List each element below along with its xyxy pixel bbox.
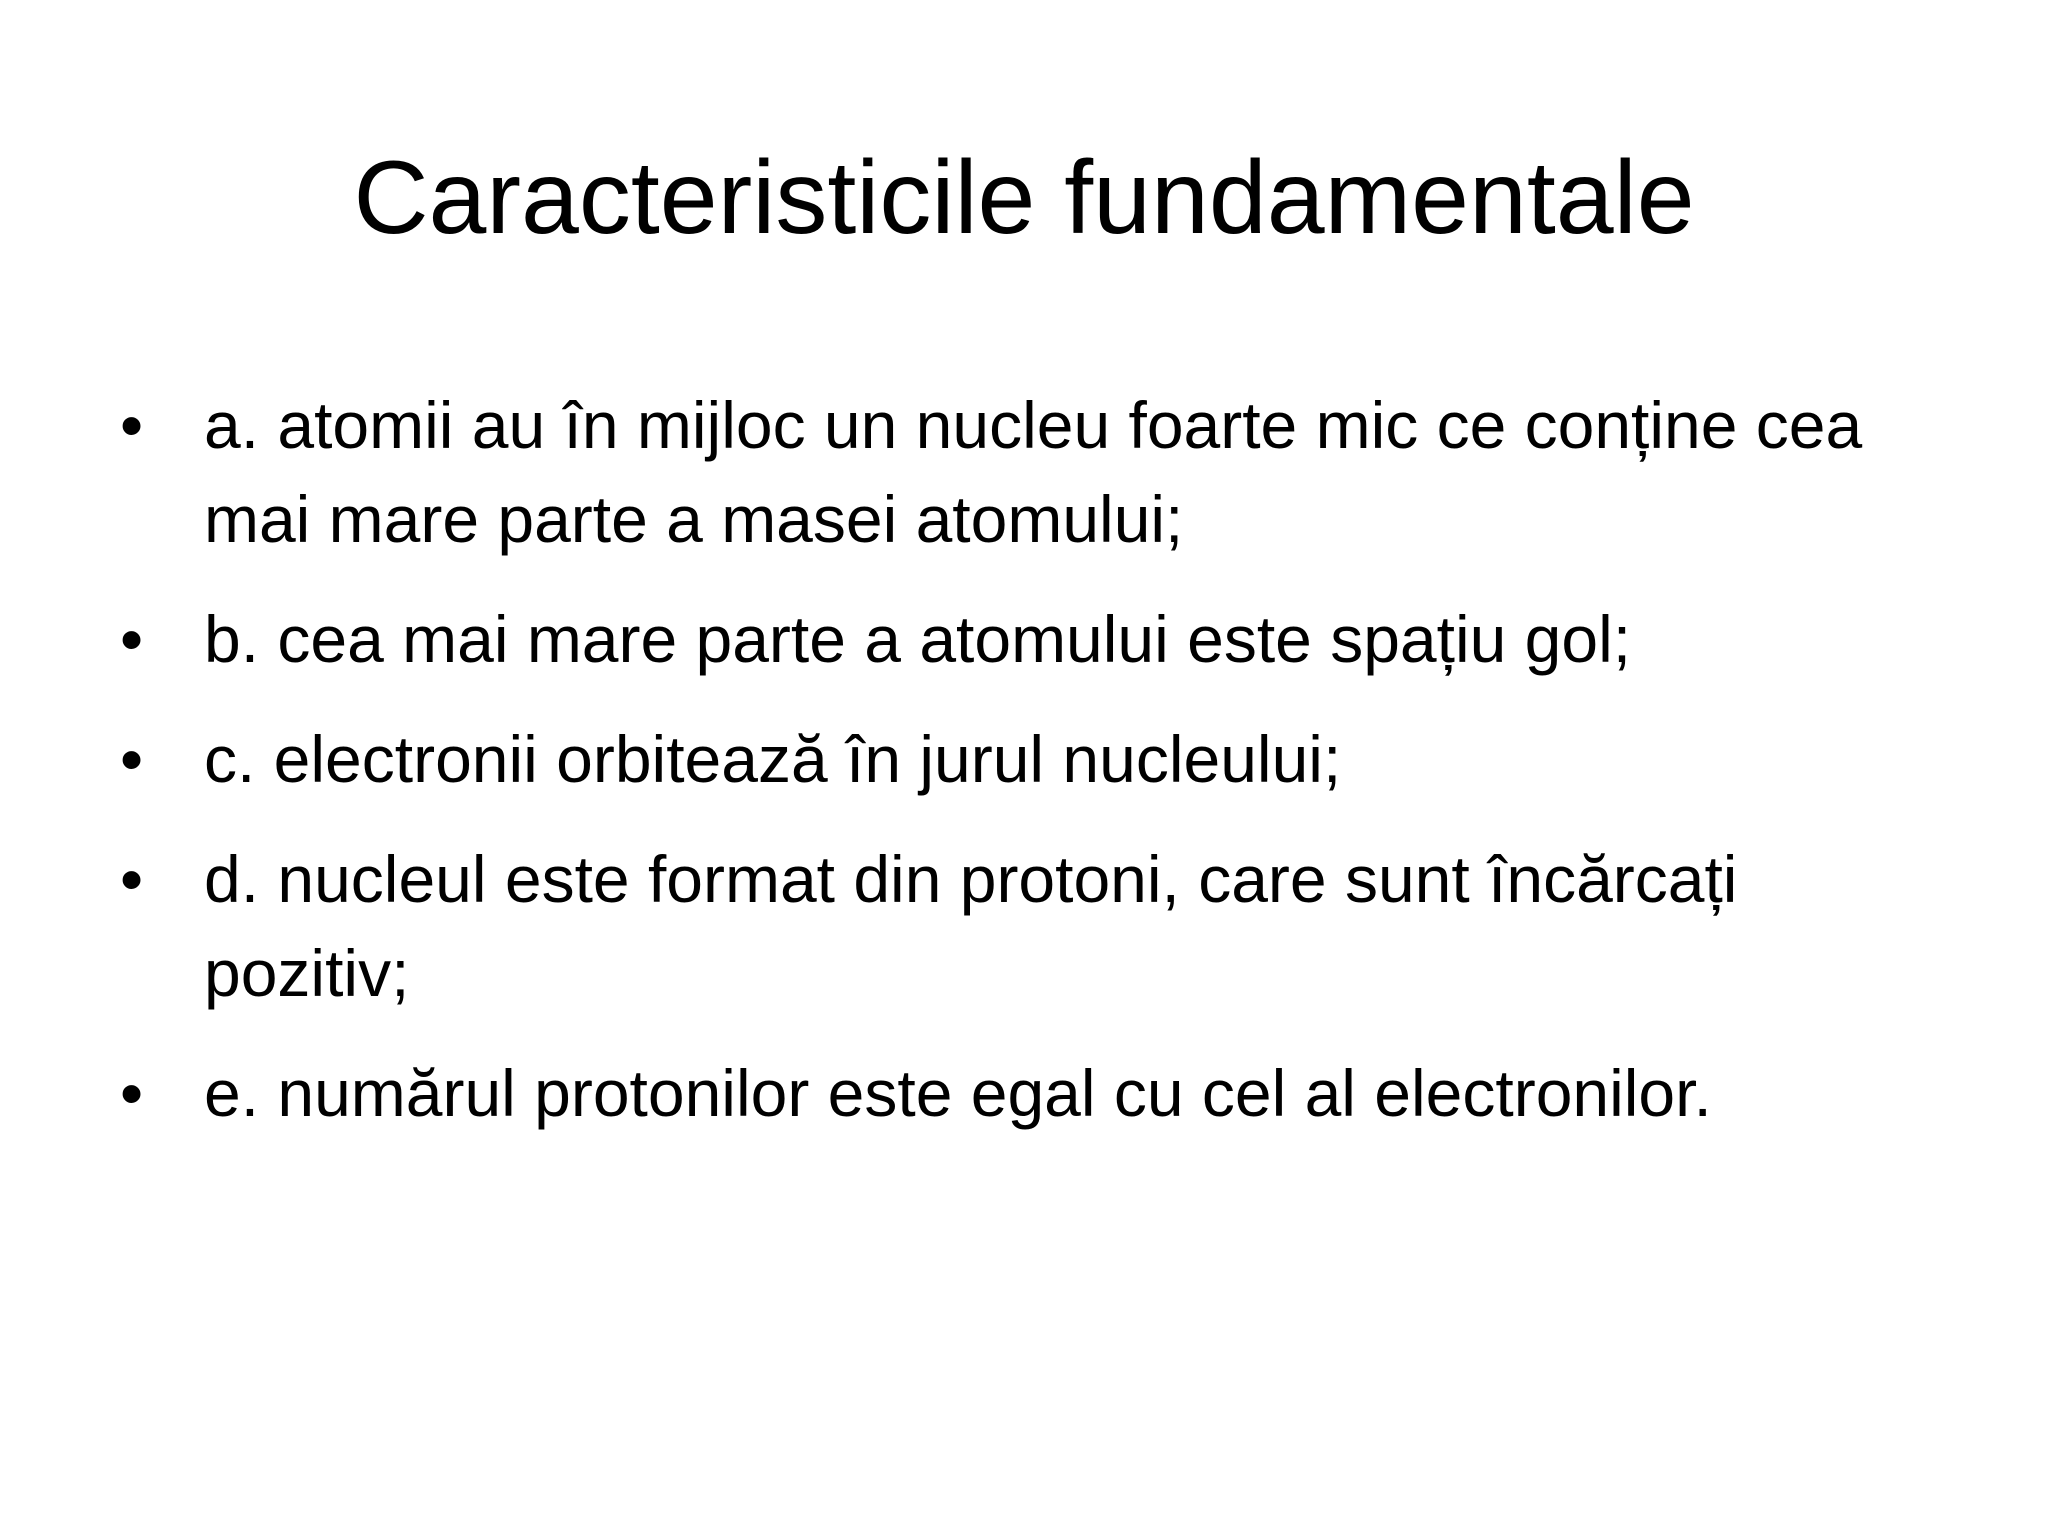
bullet-icon: •	[120, 1056, 144, 1130]
bullet-text: d. nucleul este format din protoni, care sunt încărcați pozitiv;	[204, 842, 1738, 1010]
bullet-icon: •	[120, 722, 144, 796]
list-item	[120, 592, 1960, 686]
bullet-icon: •	[120, 602, 144, 676]
bullet-icon: •	[120, 842, 144, 916]
list-item	[120, 1046, 1960, 1140]
bullet-text: c. electronii orbitează în jurul nucleului;	[204, 722, 1342, 796]
bullet-icon: •	[120, 388, 144, 462]
list-item	[120, 712, 1960, 806]
list-item	[120, 832, 1960, 1020]
slide-title: Caracteristicile fundamentale	[353, 140, 1695, 256]
bullet-text: b. cea mai mare parte a atomului este spațiu gol;	[204, 602, 1632, 676]
bullet-text: e. numărul protonilor este egal cu cel al electronilor.	[204, 1056, 1712, 1130]
list-item	[120, 378, 1960, 566]
bullet-list	[120, 378, 1960, 1166]
bullet-text: a. atomii au în mijloc un nucleu foarte mic ce conține cea mai mare parte a masei atomului;	[204, 388, 1863, 556]
